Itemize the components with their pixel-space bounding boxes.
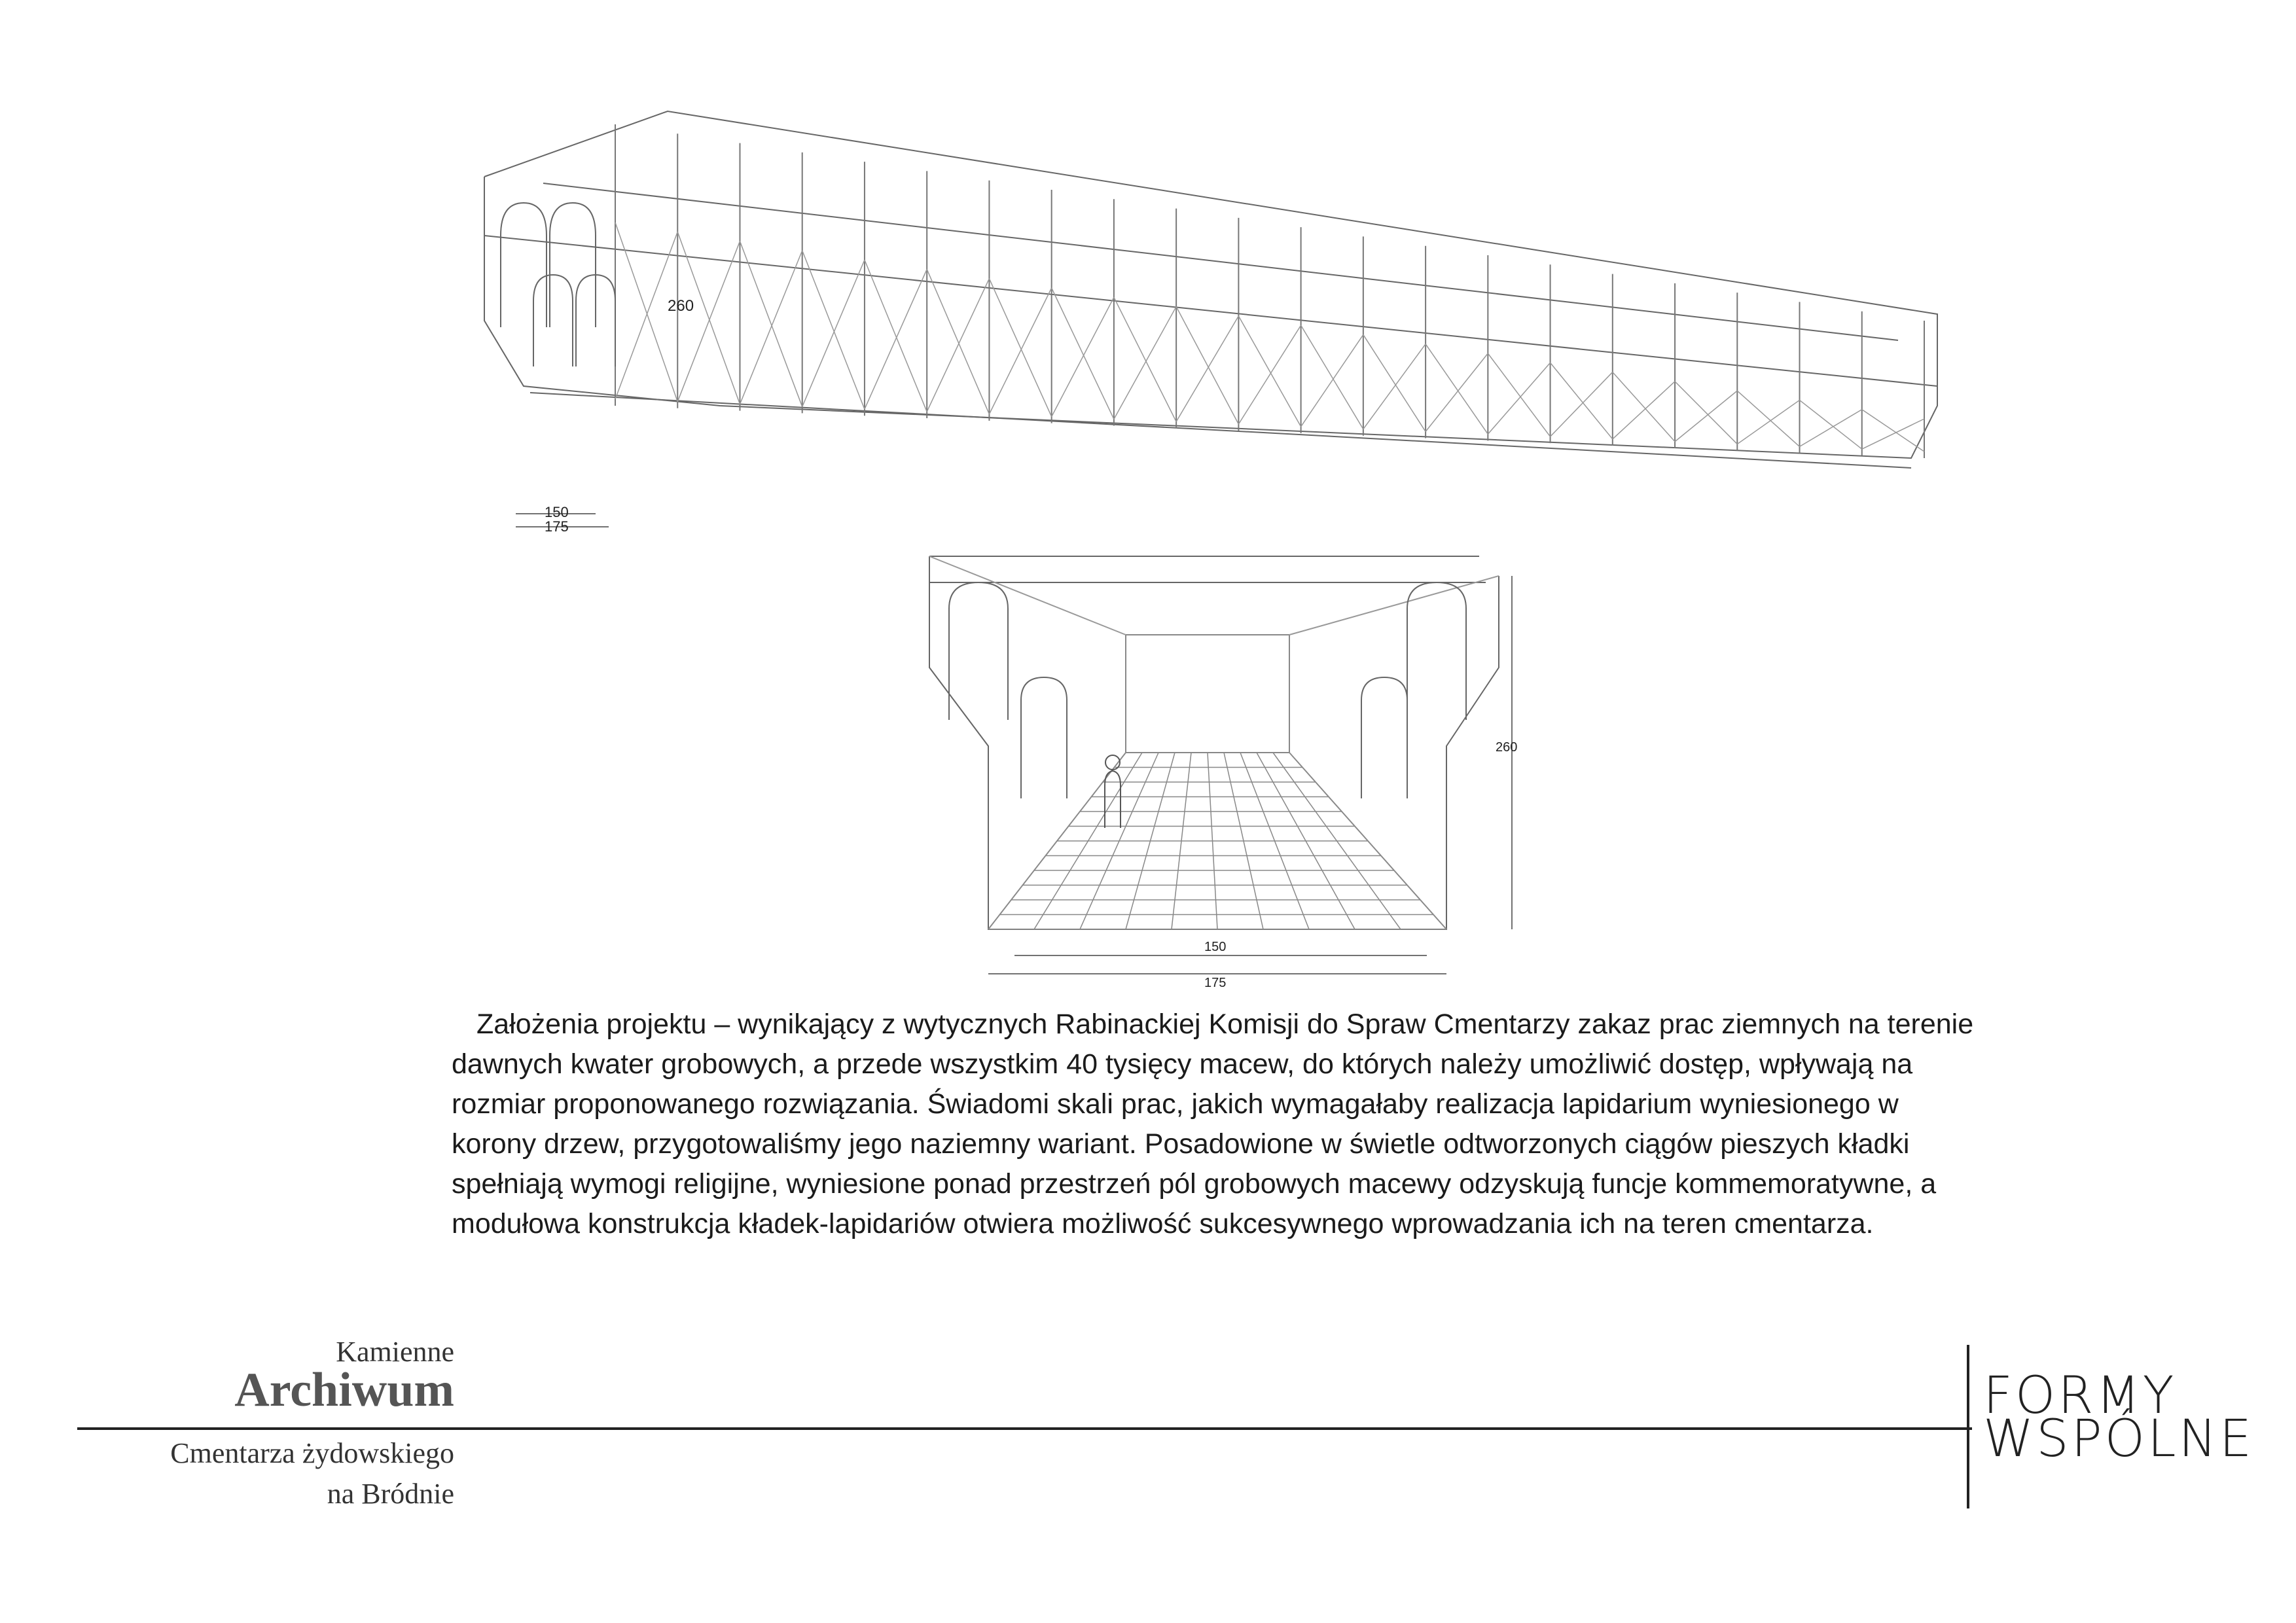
perspective-inner-width-label: 150 [545,504,569,520]
section-height-label: 260 [1496,740,1518,755]
title-subtitle-location: na Bródnie [327,1478,454,1510]
section-outer-width-label: 175 [1204,976,1227,988]
perspective-outer-width-label: 175 [545,518,569,535]
title-kamienne: Kamienne [336,1336,454,1368]
footer-rule [77,1427,1972,1430]
perspective-height-label: 260 [668,297,694,315]
logo-line-2: WSPÓLNE [1983,1410,2255,1469]
title-archiwum: Archiwum [234,1363,454,1417]
logo-divider [1967,1345,1969,1508]
section-drawing [910,537,1532,988]
formy-wspolne-logo [1983,1366,2255,1469]
project-description: Założenia projektu – wynikający z wytycznych Rabinackiej Komisji do Spraw Cmentarzy zakaz prac ziemnych na terenie dawnych kwater grobowych, a przede wszystkim 40 tysięcy macew, do których należy umożliwić dostęp, wpływają na rozmiar proponowanego rozwiązania. Świadomi skali prac, jakich wymagałaby realizacja lapidarium wyniesionego w korony drzew, przygotowaliśmy jego naziemny wariant. Posadowione w świetle odtworzonych ciągów pieszych kładki spełniają wymogi religijne, wyniesione ponad przestrzeń pól grobowych macewy odzyskują funcje kommemoratywne, a modułowa konstrukcja kładek-lapidariów otwiera możliwość sukcesywnego wprowadzania ich na teren cmentarza. [452,1008,1974,1240]
logo-line-1: FORMY [1983,1366,2177,1425]
perspective-drawing [471,105,1950,537]
title-subtitle-cemetery: Cmentarza żydowskiego [170,1437,454,1469]
section-inner-width-label: 150 [1204,940,1227,954]
